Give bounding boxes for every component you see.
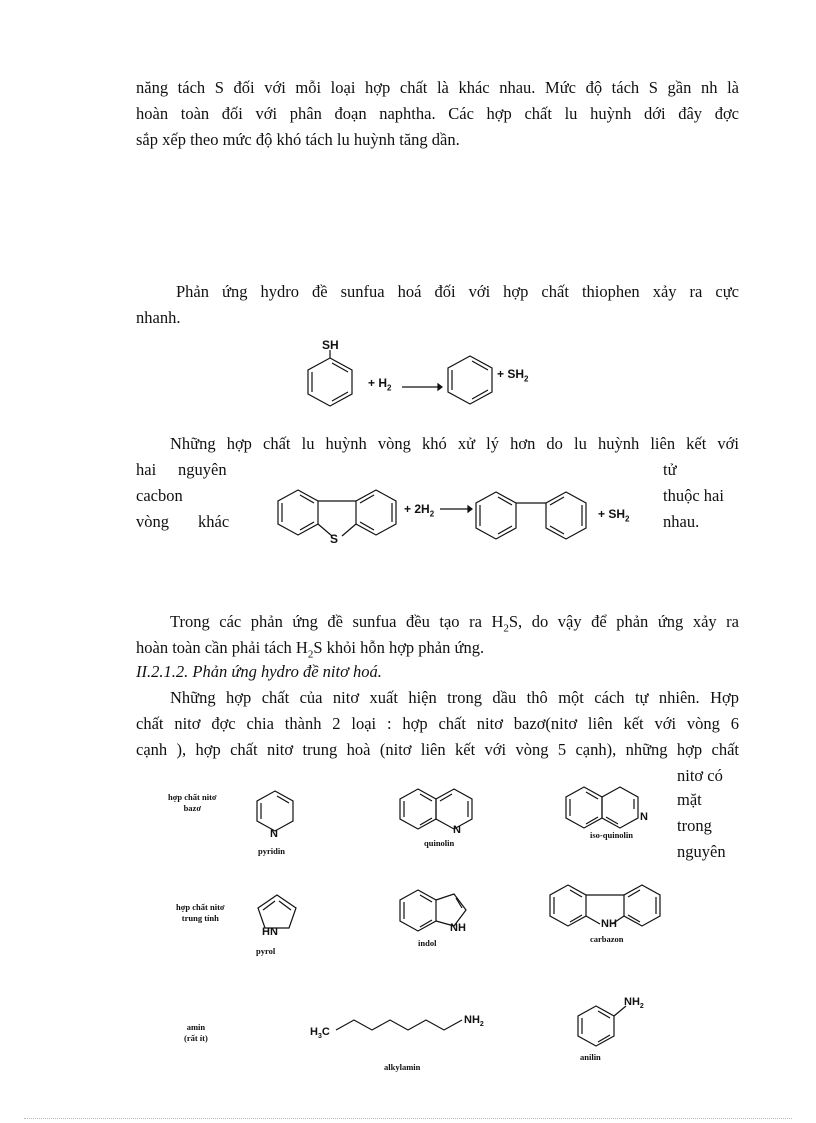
word-hai: hai bbox=[136, 460, 157, 479]
alkylamin-chain bbox=[336, 1012, 466, 1036]
anilin-nh2: $NH_2$ bbox=[624, 996, 644, 1011]
quinolin-structure bbox=[396, 786, 482, 834]
plus-2h2-label: + $2H_2$ bbox=[404, 502, 435, 519]
isoquinolin-label: iso-quinolin bbox=[590, 830, 633, 840]
row3-label: amin (rất ít) bbox=[184, 1022, 208, 1043]
para2-line1: Phản ứng hydro đề sunfua hoá đối với hợp chất thiophen xảy ra cực bbox=[176, 282, 739, 301]
pyridin-label: pyridin bbox=[258, 846, 285, 856]
word-nguyen: nguyên bbox=[178, 460, 227, 479]
plus-sh2-label-2: + $SH_2$ bbox=[598, 507, 630, 524]
para1-line1: năng tách S đối với mỗi loại hợp chất là khác nhau. Mức độ tách S gần nh là bbox=[136, 78, 739, 97]
benzene-thiol-structure bbox=[300, 350, 360, 412]
word-tu: tử bbox=[663, 460, 677, 479]
isoquinolin-n-atom: N bbox=[640, 811, 648, 823]
alkylamin-nh2: $NH_2$ bbox=[464, 1014, 484, 1029]
plus-sh2-label-1: + $SH_2$ bbox=[497, 367, 529, 384]
quinolin-n-atom: N bbox=[453, 824, 461, 836]
para1-line2: hoàn toàn đối với phân đoạn naphtha. Các hợp chất lu huỳnh dới đây đợc bbox=[136, 104, 739, 123]
reaction-arrow-1 bbox=[402, 382, 442, 392]
word-trong: trong bbox=[677, 816, 712, 835]
sh-label: SH bbox=[322, 338, 339, 352]
word-nguyen-2: nguyên bbox=[677, 842, 726, 861]
para5-line1: Những hợp chất của nitơ xuất hiện trong dầu thô một cách tự nhiên. Hợp bbox=[170, 688, 739, 707]
anilin-label: anilin bbox=[580, 1052, 601, 1062]
word-mat: mặt bbox=[677, 790, 702, 809]
pyridin-n-atom: N bbox=[270, 828, 278, 840]
para4-line2: hoàn toàn cần phải tách $H_2S$ khỏi hỗn hợp phản ứng. bbox=[136, 638, 485, 661]
word-vong: vòng bbox=[136, 512, 169, 531]
para1-line3: sắp xếp theo mức độ khó tách lu huỳnh tăng dần. bbox=[136, 130, 460, 149]
word-cacbon: cacbon bbox=[136, 486, 183, 505]
section-heading: II.2.1.2. Phản ứng hydro đề nitơ hoá. bbox=[136, 662, 382, 681]
carbazon-label: carbazon bbox=[590, 934, 624, 944]
indol-label: indol bbox=[418, 938, 437, 948]
word-nito-co: nitơ có bbox=[677, 766, 723, 785]
quinolin-label: quinolin bbox=[424, 838, 455, 848]
isoquinolin-structure bbox=[562, 782, 652, 834]
para2-line2: nhanh. bbox=[136, 308, 181, 327]
carbazon-nh-atom: NH bbox=[601, 918, 617, 930]
alkylamin-h3c: $H_3C$ bbox=[310, 1026, 330, 1041]
para4-line1: Trong các phản ứng đề sunfua đều tạo ra $H_2S$, do vậy để phản ứng xảy ra bbox=[170, 612, 740, 635]
plus-h2-label: + $H_2$ bbox=[368, 376, 392, 393]
reaction-arrow-2 bbox=[440, 504, 472, 514]
pyrol-hn-atom: HN bbox=[262, 926, 278, 938]
row1-label: hợp chất nitơ bazơ bbox=[168, 792, 217, 813]
word-nhau: nhau. bbox=[663, 512, 700, 531]
sulfur-atom-label: S bbox=[330, 532, 339, 546]
row2-label: hợp chất nitơ trung tính bbox=[176, 902, 225, 923]
word-khac: khác bbox=[198, 512, 230, 531]
word-thuoc-hai: thuộc hai bbox=[663, 486, 724, 505]
para3-line1: Những hợp chất lu huỳnh vòng khó xử lý hơn do lu huỳnh liên kết với bbox=[170, 434, 739, 453]
pyrol-label: pyrol bbox=[256, 946, 276, 956]
anilin-structure bbox=[572, 998, 632, 1048]
para5-line3: cạnh ), hợp chất nitơ trung hoà (nitơ liên kết với vòng 5 cạnh), những hợp chất bbox=[136, 740, 739, 759]
page-bottom-divider bbox=[24, 1118, 792, 1119]
alkylamin-label: alkylamin bbox=[384, 1062, 421, 1072]
para5-line2: chất nitơ đợc chia thành 2 loại : hợp chất nitơ bazơ(nitơ liên kết với vòng 6 bbox=[136, 714, 739, 733]
indol-nh-atom: NH bbox=[450, 922, 466, 934]
benzene-structure bbox=[440, 352, 500, 408]
biphenyl-structure bbox=[470, 488, 594, 544]
